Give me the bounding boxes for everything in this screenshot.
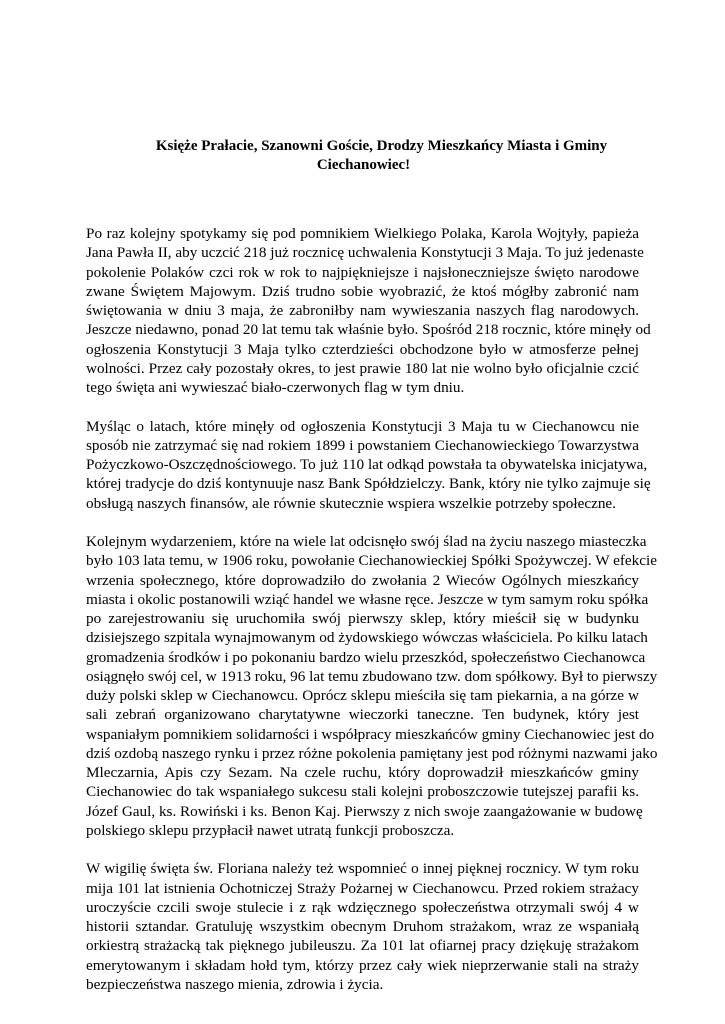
paragraph-line: Jeszcze niedawno, ponad 20 lat temu tak właśnie było. Spośród 218 rocznic, które minęły od [86,321,651,339]
paragraph-line: W wigilię święta św. Floriana należy też wspomnieć o innej pięknej rocznicy. W tym roku [86,860,639,878]
paragraph-line: zwane Świętem Majowym. Dziś trudno sobie wyobrazić, że ktoś mógłby zabronić nam [86,282,639,300]
paragraph-line: miasta i okolic postanowili wziąć handel we własne ręce. Jeszcze w tym samym roku spółka [86,590,649,608]
heading-line-2: Ciechanowiec! [316,157,411,173]
paragraph-line: emerytowanym i składam hołd tym, którzy przez cały wiek nieprzerwanie stali na straży [86,956,639,974]
paragraph-line: sali zebrań organizowano charytatywne wieczorki taneczne. Ten budynek, który jest [86,706,639,724]
paragraph-line: Mleczarnia, Apis czy Sezam. Na czele ruchu, który doprowadził mieszkańców gminy [86,764,639,781]
paragraph-line: po zarejestrowaniu się uruchomiła swój pierwszy sklep, który mieścił się w budynku [86,610,639,627]
paragraph-line: wolności. Przez cały pozostały okres, to jest prawie 180 lat nie wolno było oficjalnie czcić [86,359,639,377]
paragraph-line: pokolenie Polaków czci rok w rok to najpiękniejsze i najsłoneczniejsze święto narodowe [86,263,639,281]
paragraph-1 [86,224,651,397]
paragraph-line: Józef Gaul, ks. Rowiński i ks. Benon Kaj. Pierwszy z nich swoje zaangażowanie w budowę [86,802,643,820]
paragraph-2 [86,417,651,513]
paragraph-line: świętowania w dniu 3 maja, że zabroniłby nam wywieszania naszych flag narodowych. [86,302,639,319]
paragraph-line: Pożyczkowo-Oszczędnościowego. To już 110 lat odkąd powstała ta obywatelska inicjatywa, [86,456,648,473]
paragraph-line: wrzenia społecznego, które doprowadziło do zwołania 2 Wieców Ogólnych mieszkańcy [86,571,639,589]
paragraph-line: ogłoszenia Konstytucji 3 Maja tylko czterdzieści obchodzone było w atmosferze pełnej [86,340,639,358]
paragraph-line: osiągnęło swój cel, w 1913 roku, 96 lat temu zbudowano tzw. dom spółkowy. Był to pierwszy [86,667,658,685]
paragraph-line: której tradycje do dziś kontynuuje nasz Bank Spółdzielczy. Bank, który nie tylko zajmuje się [86,475,651,493]
paragraph-line: było 103 lata temu, w 1906 roku, powołanie Ciechanowieckiej Spółki Spożywczej. W efekcie [86,552,657,570]
paragraph-line: dziś ozdobą naszego rynku i przez różne pokolenia pamiętany jest pod różnymi nazwami jako [86,744,658,762]
paragraph-line: orkiestrą strażacką tak pięknego jubileuszu. Za 101 lat ofiarnej pracy dziękuję strażakom [86,937,639,955]
paragraph-line: dzisiejszego szpitala wynajmowanym od żydowskiego wówczas właściciela. Po kilku latach [86,629,648,647]
speech-body [86,224,658,1013]
speech-heading [86,137,641,175]
paragraph-3 [86,532,658,840]
paragraph-line: uroczyście czcili swoje stulecie i z rąk wdzięcznego społeczeństwa otrzymali swój 4 w [86,898,639,916]
paragraph-line: mija 101 lat istnienia Ochotniczej Straży Pożarnej w Ciechanowcu. Przed rokiem strażacy [86,879,639,897]
paragraph-line: wspaniałym pomnikiem solidarności i współpracy mieszkańców gminy Ciechanowiec jest do [86,725,655,743]
paragraph-line: duży polski sklep w Ciechanowcu. Oprócz sklepu mieściła się tam piekarnia, a na górze w [86,687,639,704]
paragraph-line: Kolejnym wydarzeniem, które na wiele lat odcisnęło swój ślad na życiu naszego miasteczka [86,533,647,550]
paragraph-line: bezpieczeństwa naszego mienia, zdrowia i życia. [86,975,384,993]
paragraph-line: Myśląc o latach, które minęły od ogłoszenia Konstytucji 3 Maja tu w Ciechanowcu nie [86,417,639,435]
paragraph-line: obsługą naszych finansów, ale równie skutecznie wspiera wszelkie potrzeby społeczne. [86,494,616,512]
heading-line-1: Księże Prałacie, Szanowni Goście, Drodzy Mieszkańcy Miasta i Gminy [155,138,608,154]
paragraph-line: Po raz kolejny spotykamy się pod pomnikiem Wielkiego Polaka, Karola Wojtyły, papieża [86,225,639,242]
paragraph-line: tego święta ani wywieszać biało-czerwonych flag w tym dniu. [86,379,465,396]
paragraph-line: sposób nie zatrzymać się nad rokiem 1899 i powstaniem Ciechanowieckiego Towarzystwa [86,436,639,454]
paragraph-line: Jana Pawła II, aby uczcić 218 już rocznicę uchwalenia Konstytucji 3 Maja. To już jedenaste [86,244,644,262]
paragraph-line: Ciechanowiec do tak wspaniałego sukcesu stali kolejni proboszczowie tutejszej parafii ks. [86,783,639,801]
paragraph-line: polskiego sklepu przypłacił nawet utratą funkcji proboszcza. [86,821,455,839]
paragraph-line: historii sztandar. Gratuluję wszystkim obecnym Druhom strażakom, wraz ze wspaniałą [86,918,639,935]
paragraph-line: gromadzenia środków i po pokonaniu bardzo wielu przeszkód, społeczeństwo Ciechanowca [86,648,646,666]
paragraph-4 [86,859,639,994]
